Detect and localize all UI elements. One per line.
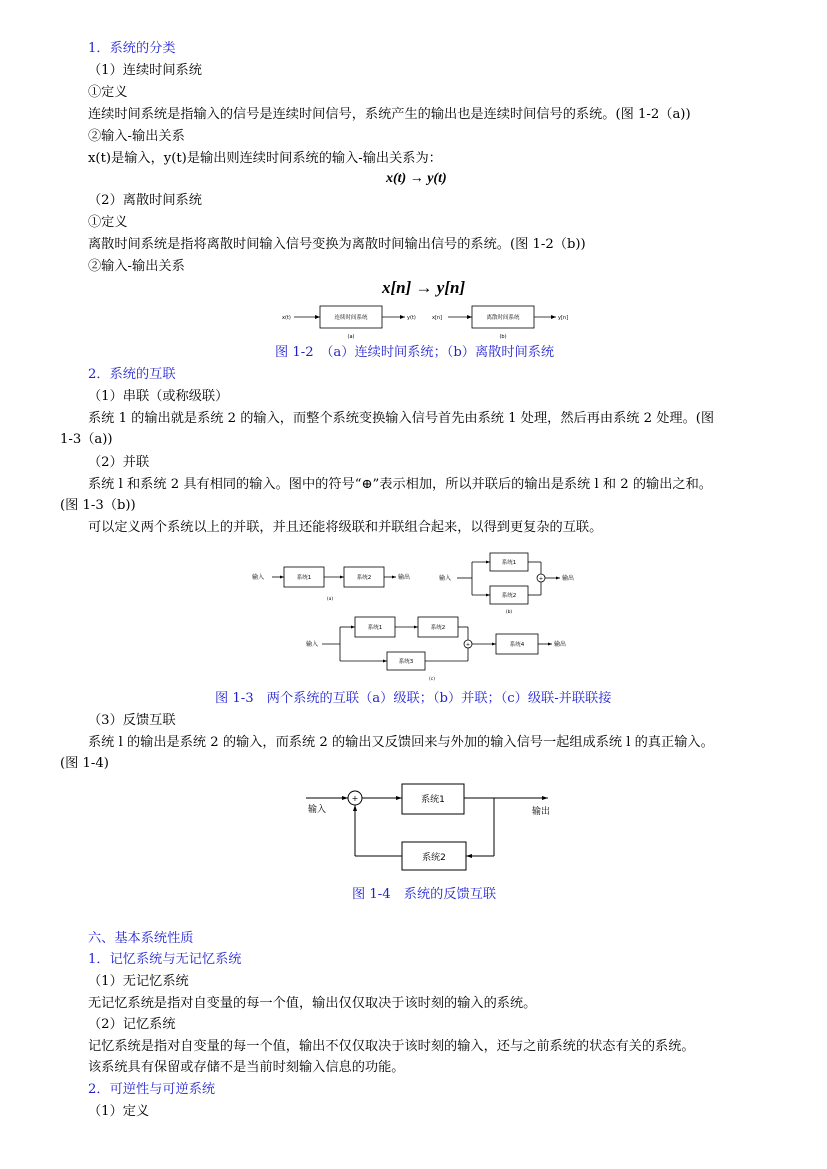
fig12-a-tag: (a) xyxy=(347,334,355,340)
section-title-classification: 1．系统的分类 xyxy=(88,41,176,56)
paragraph: 记忆系统是指对自变量的每一个值，输出不仅仅取决于该时刻的输入，还与之前系统的状态有关的系统。 xyxy=(88,1039,695,1054)
fig13-c-sys3: 系统3 xyxy=(398,659,414,665)
paragraph: 离散时间系统是指将离散时间输入信号变换为离散时间输出信号的系统。(图 1-2（b)) xyxy=(88,237,586,252)
paragraph: 连续时间系统是指输入的信号是连续时间信号，系统产生的输出也是连续时间信号的系统。(图 1-2（a)) xyxy=(88,107,691,122)
section-title-memory: 1．记忆系统与无记忆系统 xyxy=(88,952,242,967)
fig13-b-sys1: 系统1 xyxy=(501,560,517,566)
paragraph: 系统 1 的输出就是系统 2 的输入，而整个系统变换输入信号首先由系统 1 处理，然后再由系统 2 处理。(图 xyxy=(88,411,715,426)
fig13-c-sys1: 系统1 xyxy=(367,625,383,631)
fig13-b-sys2: 系统2 xyxy=(501,593,517,599)
equation-continuous: x(t) → y(t) xyxy=(386,171,447,186)
subsection-discrete: （2）离散时间系统 xyxy=(88,193,202,208)
subsection-feedback: （3）反馈互联 xyxy=(88,713,176,728)
fig13-b-output: 输出 xyxy=(562,575,575,582)
fig14-sys1: 系统1 xyxy=(421,795,445,805)
fig12-a-output: y(t) xyxy=(407,315,416,321)
fig13-c-plus: + xyxy=(465,642,471,648)
paragraph-continued: (图 1-4) xyxy=(60,756,109,771)
fig12-b-input: x[n] xyxy=(432,315,443,321)
paragraph-continued: (图 1-3（b)) xyxy=(60,498,136,513)
figure-1-3 xyxy=(250,550,590,685)
paragraph-continued: 1-3（a)) xyxy=(60,432,113,447)
definition-label: ①定义 xyxy=(88,85,128,100)
fig12-b-tag: (b) xyxy=(499,334,507,340)
paragraph: 无记忆系统是指对自变量的每一个值，输出仅仅取决于该时刻的输入的系统。 xyxy=(88,996,537,1011)
figure-1-4 xyxy=(300,772,560,882)
fig12-b-output: y[n] xyxy=(558,315,569,321)
fig13-a-output: 输出 xyxy=(398,574,411,581)
subsection-parallel: （2）并联 xyxy=(88,455,150,470)
subsection-continuous: （1）连续时间系统 xyxy=(88,63,202,78)
fig13-c-input: 输入 xyxy=(306,641,319,648)
figure-1-3-caption: 图 1-3 两个系统的互联（a）级联；（b）并联；（c）级联-并联联接 xyxy=(215,691,612,706)
fig14-sys2: 系统2 xyxy=(422,853,446,863)
fig13-b-plus: + xyxy=(538,576,544,582)
chapter-title-basic-properties: 六、基本系统性质 xyxy=(88,931,194,946)
paragraph: x(t)是输入，y(t)是输出则连续时间系统的输入-输出关系为： xyxy=(88,151,442,166)
fig13-c-output: 输出 xyxy=(554,641,567,648)
figure-1-2-caption: 图 1-2 （a）连续时间系统；（b）离散时间系统 xyxy=(275,345,555,360)
fig14-output: 输出 xyxy=(532,807,551,817)
fig13-b-input: 输入 xyxy=(439,575,452,582)
fig13-a-sys1: 系统1 xyxy=(296,575,312,581)
paragraph: 可以定义两个系统以上的并联，并且还能将级联和并联组合起来，以得到更复杂的互联。 xyxy=(88,520,603,535)
definition-label: ①定义 xyxy=(88,215,128,230)
fig12-b-box-label: 离散时间系统 xyxy=(486,315,520,321)
subsection-cascade: （1）串联（或称级联） xyxy=(88,389,229,404)
paragraph: 该系统具有保留或存储不是当前时刻输入信息的功能。 xyxy=(88,1060,405,1075)
subsection-memoryless: （1）无记忆系统 xyxy=(88,974,189,989)
fig12-a-input: x(t) xyxy=(282,315,291,321)
fig13-a-input: 输入 xyxy=(252,574,265,581)
paragraph: 系统 l 和系统 2 具有相同的输入。图中的符号“⊕”表示相加，所以并联后的输出是系统 l 和 2 的输出之和。 xyxy=(88,477,712,492)
figure-1-2 xyxy=(280,298,580,344)
fig14-plus: + xyxy=(351,794,359,803)
figure-1-4-caption: 图 1-4 系统的反馈互联 xyxy=(352,887,497,902)
fig13-c-sys2: 系统2 xyxy=(430,625,446,631)
io-label: ②输入-输出关系 xyxy=(88,259,185,274)
fig13-c-tag: (c) xyxy=(429,677,435,682)
fig13-a-sys2: 系统2 xyxy=(356,575,372,581)
subsection-memory: （2）记忆系统 xyxy=(88,1017,176,1032)
fig14-input: 输入 xyxy=(308,805,327,815)
section-title-interconnection: 2．系统的互联 xyxy=(88,367,176,382)
fig12-a-box-label: 连续时间系统 xyxy=(334,315,368,321)
io-label: ②输入-输出关系 xyxy=(88,129,185,144)
fig13-c-sys4: 系统4 xyxy=(509,642,525,648)
fig13-a-tag: (a) xyxy=(326,597,334,602)
subsection-definition: （1）定义 xyxy=(88,1104,150,1119)
fig13-b-tag: (b) xyxy=(505,610,513,615)
paragraph: 系统 l 的输出是系统 2 的输入，而系统 2 的输出又反馈回来与外加的输入信号一起组成系统 l 的真正输入。 xyxy=(88,735,714,750)
equation-discrete: x[n] → y[n] xyxy=(382,278,466,297)
section-title-invertibility: 2．可逆性与可逆系统 xyxy=(88,1082,216,1097)
